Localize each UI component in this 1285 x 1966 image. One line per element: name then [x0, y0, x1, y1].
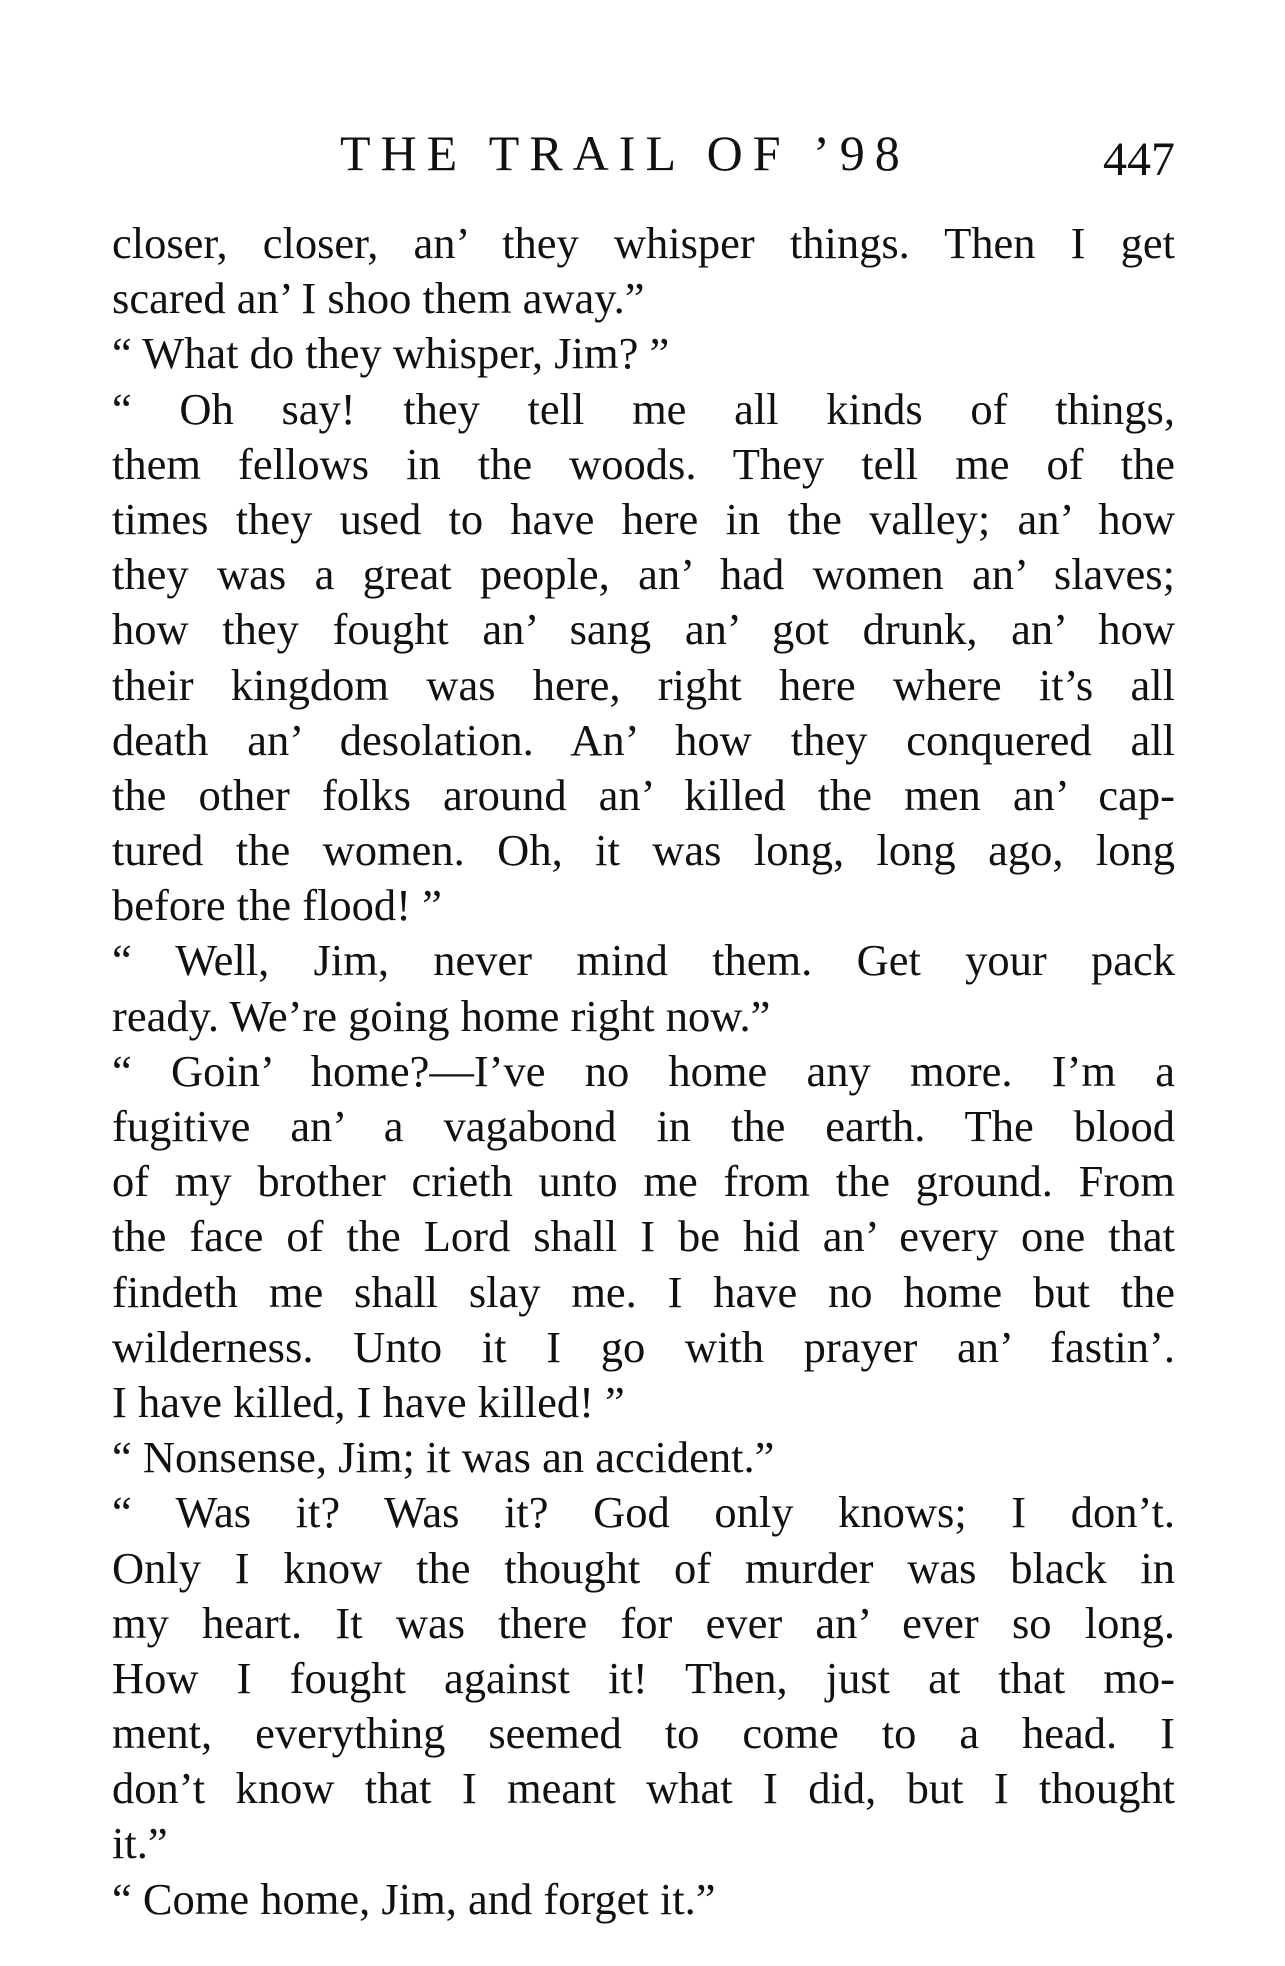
text-line: I have killed, I have killed! ”: [112, 1376, 625, 1427]
text-line: tured the women. Oh, it was long, long ago, long: [112, 825, 1175, 876]
text-line: the face of the Lord shall I be hid an’ every one that: [112, 1211, 1175, 1262]
text-line: their kingdom was here, right here where it’s all: [112, 659, 1175, 710]
text-line: wilderness. Unto it I go with prayer an’ fastin’.: [112, 1321, 1175, 1372]
text-line: “ Oh say! they tell me all kinds of things,: [112, 383, 1175, 434]
text-line: my heart. It was there for ever an’ ever so long.: [112, 1597, 1175, 1648]
running-title: THE TRAIL OF ’98: [340, 125, 910, 181]
text-line: ment, everything seemed to come to a head. I: [112, 1708, 1175, 1759]
text-line: fugitive an’ a vagabond in the earth. The blood: [112, 1101, 1175, 1151]
text-line: of my brother crieth unto me from the ground. From: [112, 1156, 1175, 1207]
text-line: “ Come home, Jim, and forget it.”: [112, 1873, 716, 1924]
text-line: “ Goin’ home?—I’ve no home any more. I’m a: [112, 1045, 1175, 1096]
running-head: [112, 124, 1175, 194]
text-line: “ What do they whisper, Jim? ”: [112, 328, 670, 379]
text-line: Only I know the thought of murder was black in: [112, 1542, 1175, 1593]
text-line: the other folks around an’ killed the men an’ cap-: [112, 769, 1175, 820]
text-line: “ Nonsense, Jim; it was an accident.”: [112, 1432, 775, 1483]
text-line: it.”: [112, 1818, 168, 1869]
text-line: before the flood! ”: [112, 880, 442, 931]
text-line: scared an’ I shoo them away.”: [112, 273, 645, 324]
text-line: closer, closer, an’ they whisper things. Then I get: [112, 218, 1175, 268]
text-line: “ Well, Jim, never mind them. Get your pack: [112, 935, 1175, 986]
page-number: 447: [1103, 133, 1175, 186]
text-line: they was a great people, an’ had women an’ slaves;: [112, 549, 1175, 600]
text-line: findeth me shall slay me. I have no home but the: [112, 1266, 1175, 1317]
text-line: how they fought an’ sang an’ got drunk, an’ how: [112, 604, 1175, 655]
text-line: times they used to have here in the valley; an’ how: [112, 493, 1175, 544]
body-text: [112, 216, 1175, 1927]
text-line: How I fought against it! Then, just at that mo-: [112, 1652, 1175, 1703]
text-line: them fellows in the woods. They tell me of the: [112, 438, 1175, 489]
text-line: don’t know that I meant what I did, but I thought: [112, 1763, 1175, 1814]
text-line: death an’ desolation. An’ how they conquered all: [112, 714, 1175, 765]
text-line: “ Was it? Was it? God only knows; I don’t.: [112, 1487, 1175, 1538]
text-line: ready. We’re going home right now.”: [112, 990, 771, 1041]
